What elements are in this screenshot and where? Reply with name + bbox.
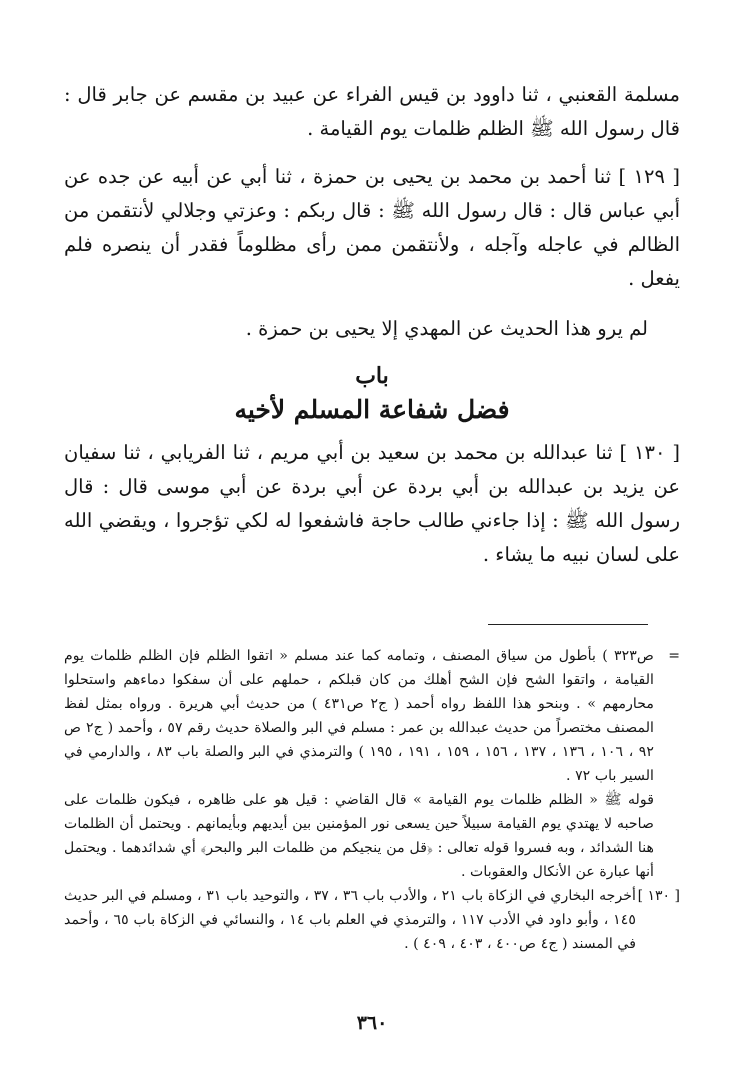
main-text xyxy=(64,78,680,572)
footnote-text: ص٣٢٣ ) بأطول من سياق المصنف ، وتمامه كما عند مسلم « اتقوا الظلم فإن الظلم ظلمات يوم القيامة ، واتقوا الشح فإن الشح أهلك من كان قبلكم ، حملهم على أن سفكوا دماءهم واستحلوا محارمهم » . وبنحو هذا اللفظ رواه أحمد ( ج٢ ص٤٣١ ) من حديث أبي هريرة . ورواه بمثل لفظ المصنف مختصراً من حديث عبدالله بن عمر : مسلم في البر والصلاة حديث رقم ٥٧ ، وأحمد ( ج٢ ص ٩٢ ، ١٠٦ ، ١٣٦ ، ١٣٧ ، ١٥٦ ، ١٥٩ ، ١٩١ ، ١٩٥ ) والترمذي في البر والصلة باب ٨٣ ، والدارمي في السير باب ٧٢ . xyxy=(64,648,655,784)
footnote-continued xyxy=(64,644,680,884)
footnote-continuation-mark: = xyxy=(668,648,680,664)
hadith-130: [ ١٣٠ ] ثنا عبدالله بن محمد بن سعيد بن أبي مريم ، ثنا الفريابي ، ثنا سفيان عن يزيد بن عبدالله بن أبي بردة عن أبي بردة عن أبي موسى قال : قال رسول الله ﷺ : إذا جاءني طالب حاجة فاشفعوا له لكي تؤجروا ، ويقضي الله على لسان نبيه ما يشاء . xyxy=(64,441,680,566)
footnote-text: أخرجه البخاري في الزكاة باب ٢١ ، والأدب باب ٣٦ ، ٣٧ ، والتوحيد باب ٣١ ، ومسلم في البر حديث ١٤٥ ، وأبو داود في الأدب ١١٧ ، والترمذي في العلم باب ١٤ ، والنسائي في الزكاة باب ٦٥ ، وأحمد في المسند ( ج٤ ص٤٠٠ ، ٤٠٣ ، ٤٠٩ ) . xyxy=(64,888,636,952)
commentary-note: لم يرو هذا الحديث عن المهدي إلا يحيى بن حمزة . xyxy=(245,317,648,340)
page-number: ٣٦٠ xyxy=(356,1012,388,1034)
section-title: فضل شفاعة المسلم لأخيه xyxy=(234,395,510,424)
footnote-130 xyxy=(64,884,680,956)
footnote-text: قوله ﷺ « الظلم ظلمات يوم القيامة » قال القاضي : قيل هو على ظاهره ، فيكون ظلمات على صاحبه لا يهتدي يوم القيامة سبيلاً حين يسعى نور المؤمنين بين أيديهم وبأيمانهم . ويحتمل أن الظلمات هنا الشدائد ، وبه فسروا قوله تعالى : ﴿قل من ينجيكم من ظلمات البر والبحر﴾ أي شدائدهما . ويحتمل أنها عبارة عن الأنكال والعقوبات . xyxy=(64,792,654,880)
footnotes xyxy=(64,644,680,956)
section-heading: باب xyxy=(355,363,389,389)
paragraph-continuation: مسلمة القعنبي ، ثنا داوود بن قيس الفراء عن عبيد بن مقسم عن جابر قال : قال رسول الله ﷺ الظلم ظلمات يوم القيامة . xyxy=(64,83,680,140)
footnote-divider xyxy=(488,624,648,625)
footnote-number: [ ١٣٠ ] xyxy=(637,888,680,904)
hadith-129: [ ١٢٩ ] ثنا أحمد بن محمد بن يحيى بن حمزة ، ثنا أبي عن أبيه عن جده عن أبي عباس قال : قال رسول الله ﷺ : قال ربكم : وعزتي وجلالي لأنتقمن من الظالم في عاجله وآجله ، ولأنتقمن ممن رأى مظلوماً فقدر أن ينصره فلم يفعل . xyxy=(64,165,680,290)
